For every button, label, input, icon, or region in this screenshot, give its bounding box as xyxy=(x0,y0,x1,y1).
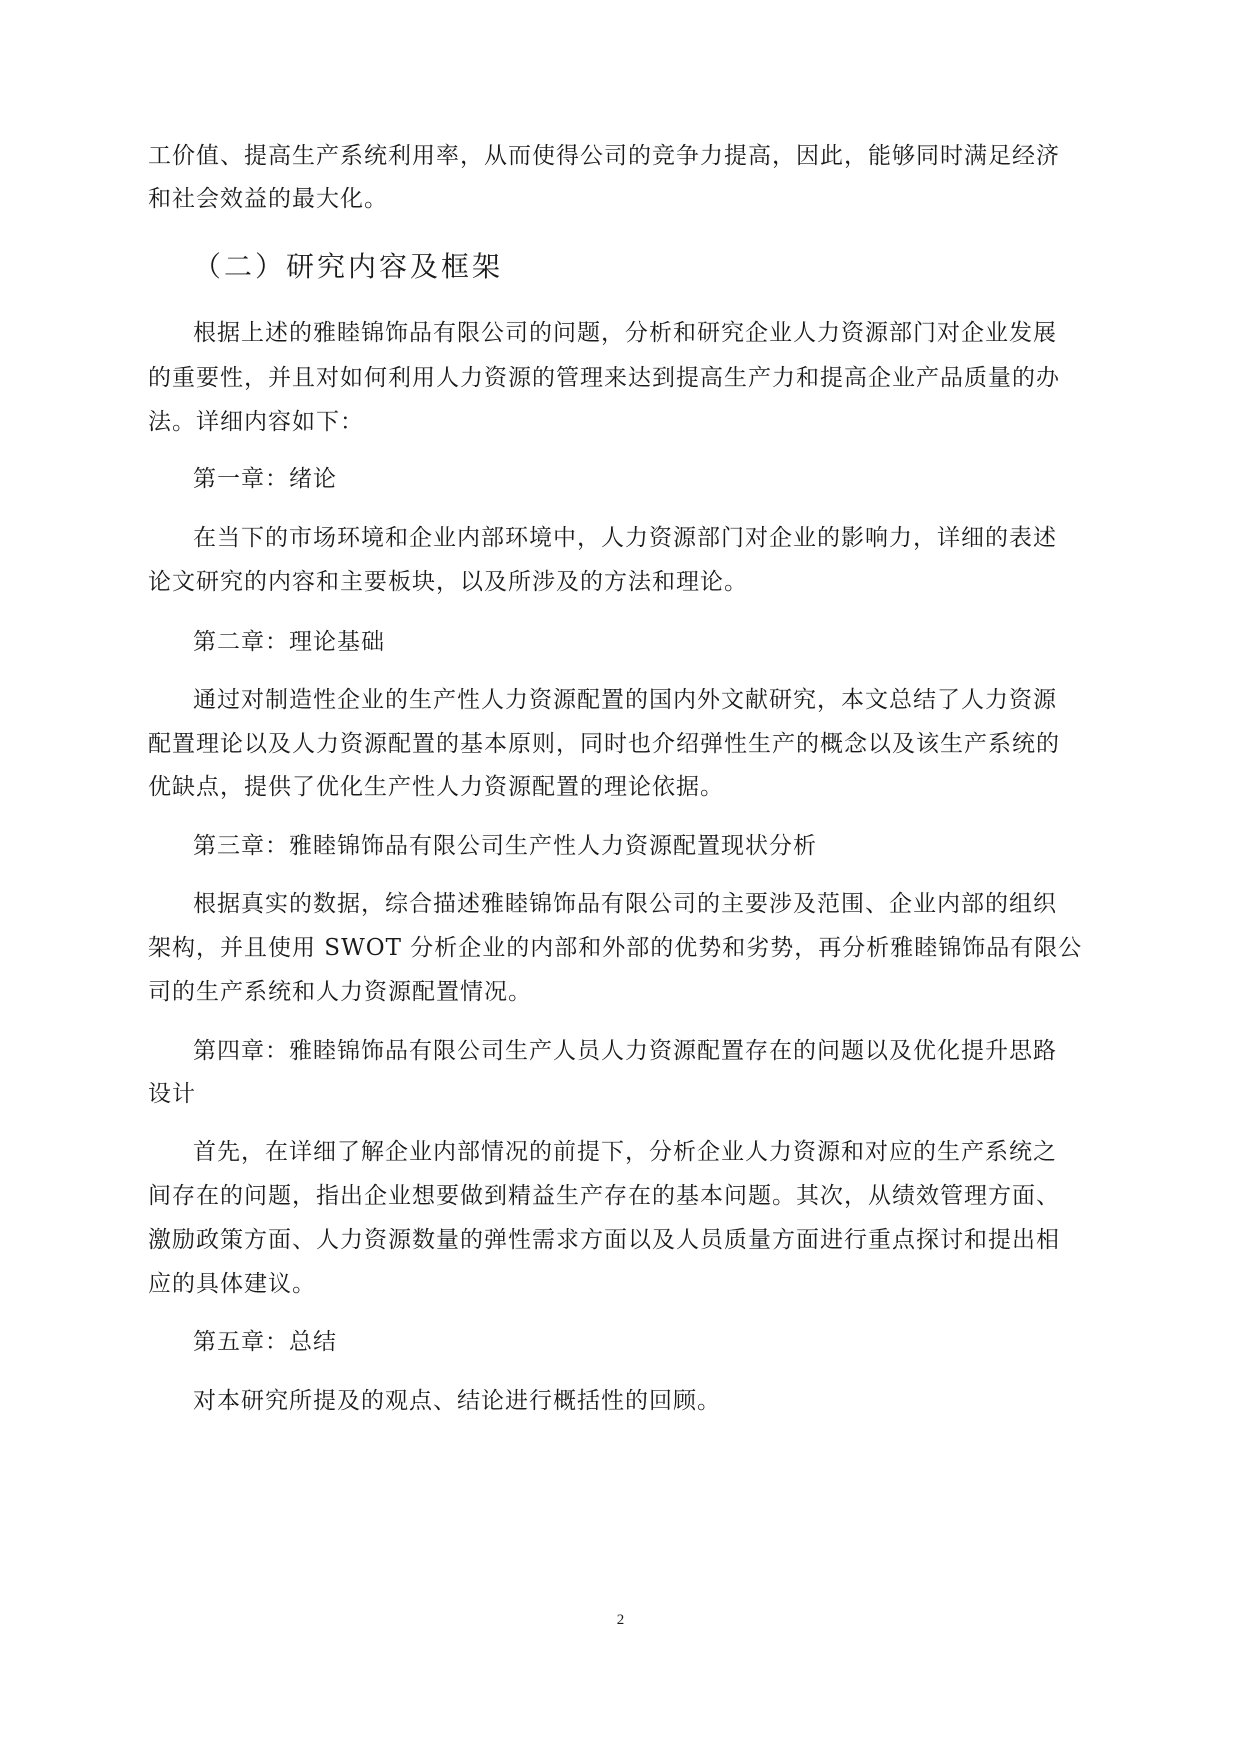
chapter-title: 第四章：雅睦锦饰品有限公司生产人员人力资源配置存在的问题以及优化提升思路 xyxy=(193,1038,1057,1064)
paragraph-line: 激励政策方面、人力资源数量的弹性需求方面以及人员质量方面进行重点探讨和提出相 xyxy=(148,1227,1060,1253)
chapter-title: 第三章：雅睦锦饰品有限公司生产性人力资源配置现状分析 xyxy=(193,833,817,859)
chapter-title: 第五章：总结 xyxy=(193,1329,337,1355)
paragraph-line: 通过对制造性企业的生产性人力资源配置的国内外文献研究，本文总结了人力资源 xyxy=(193,687,1057,713)
paragraph-line: 根据上述的雅睦锦饰品有限公司的问题，分析和研究企业人力资源部门对企业发展 xyxy=(193,320,1057,346)
paragraph-line: 在当下的市场环境和企业内部环境中，人力资源部门对企业的影响力，详细的表述 xyxy=(193,525,1057,551)
paragraph-line: 优缺点，提供了优化生产性人力资源配置的理论依据。 xyxy=(148,774,724,800)
paragraph-line: 根据真实的数据，综合描述雅睦锦饰品有限公司的主要涉及范围、企业内部的组织 xyxy=(193,891,1057,917)
paragraph-line: 司的生产系统和人力资源配置情况。 xyxy=(148,979,532,1005)
paragraph-line: 首先，在详细了解企业内部情况的前提下，分析企业人力资源和对应的生产系统之 xyxy=(193,1139,1057,1165)
page-number: 2 xyxy=(616,1612,625,1628)
chapter-title-continued: 设计 xyxy=(148,1081,196,1107)
section-heading: （二）研究内容及框架 xyxy=(193,250,504,283)
paragraph-line: 论文研究的内容和主要板块，以及所涉及的方法和理论。 xyxy=(148,569,748,595)
paragraph-line: 间存在的问题，指出企业想要做到精益生产存在的基本问题。其次，从绩效管理方面、 xyxy=(148,1183,1060,1209)
paragraph-line: 的重要性，并且对如何利用人力资源的管理来达到提高生产力和提高企业产品质量的办 xyxy=(148,365,1060,391)
paragraph-line: 配置理论以及人力资源配置的基本原则，同时也介绍弹性生产的概念以及该生产系统的 xyxy=(148,731,1060,757)
chapter-title: 第一章：绪论 xyxy=(193,466,337,492)
paragraph-line: 法。详细内容如下： xyxy=(148,409,364,435)
paragraph-line: 应的具体建议。 xyxy=(148,1271,316,1297)
chapter-title: 第二章：理论基础 xyxy=(193,629,385,655)
paragraph-line: 对本研究所提及的观点、结论进行概括性的回顾。 xyxy=(193,1388,721,1414)
paragraph-line: 架构，并且使用 SWOT 分析企业的内部和外部的优势和劣势，再分析雅睦锦饰品有限公 xyxy=(148,935,1083,961)
paragraph-line: 工价值、提高生产系统利用率，从而使得公司的竞争力提高，因此，能够同时满足经济 xyxy=(148,143,1060,169)
paragraph-line: 和社会效益的最大化。 xyxy=(148,186,388,212)
